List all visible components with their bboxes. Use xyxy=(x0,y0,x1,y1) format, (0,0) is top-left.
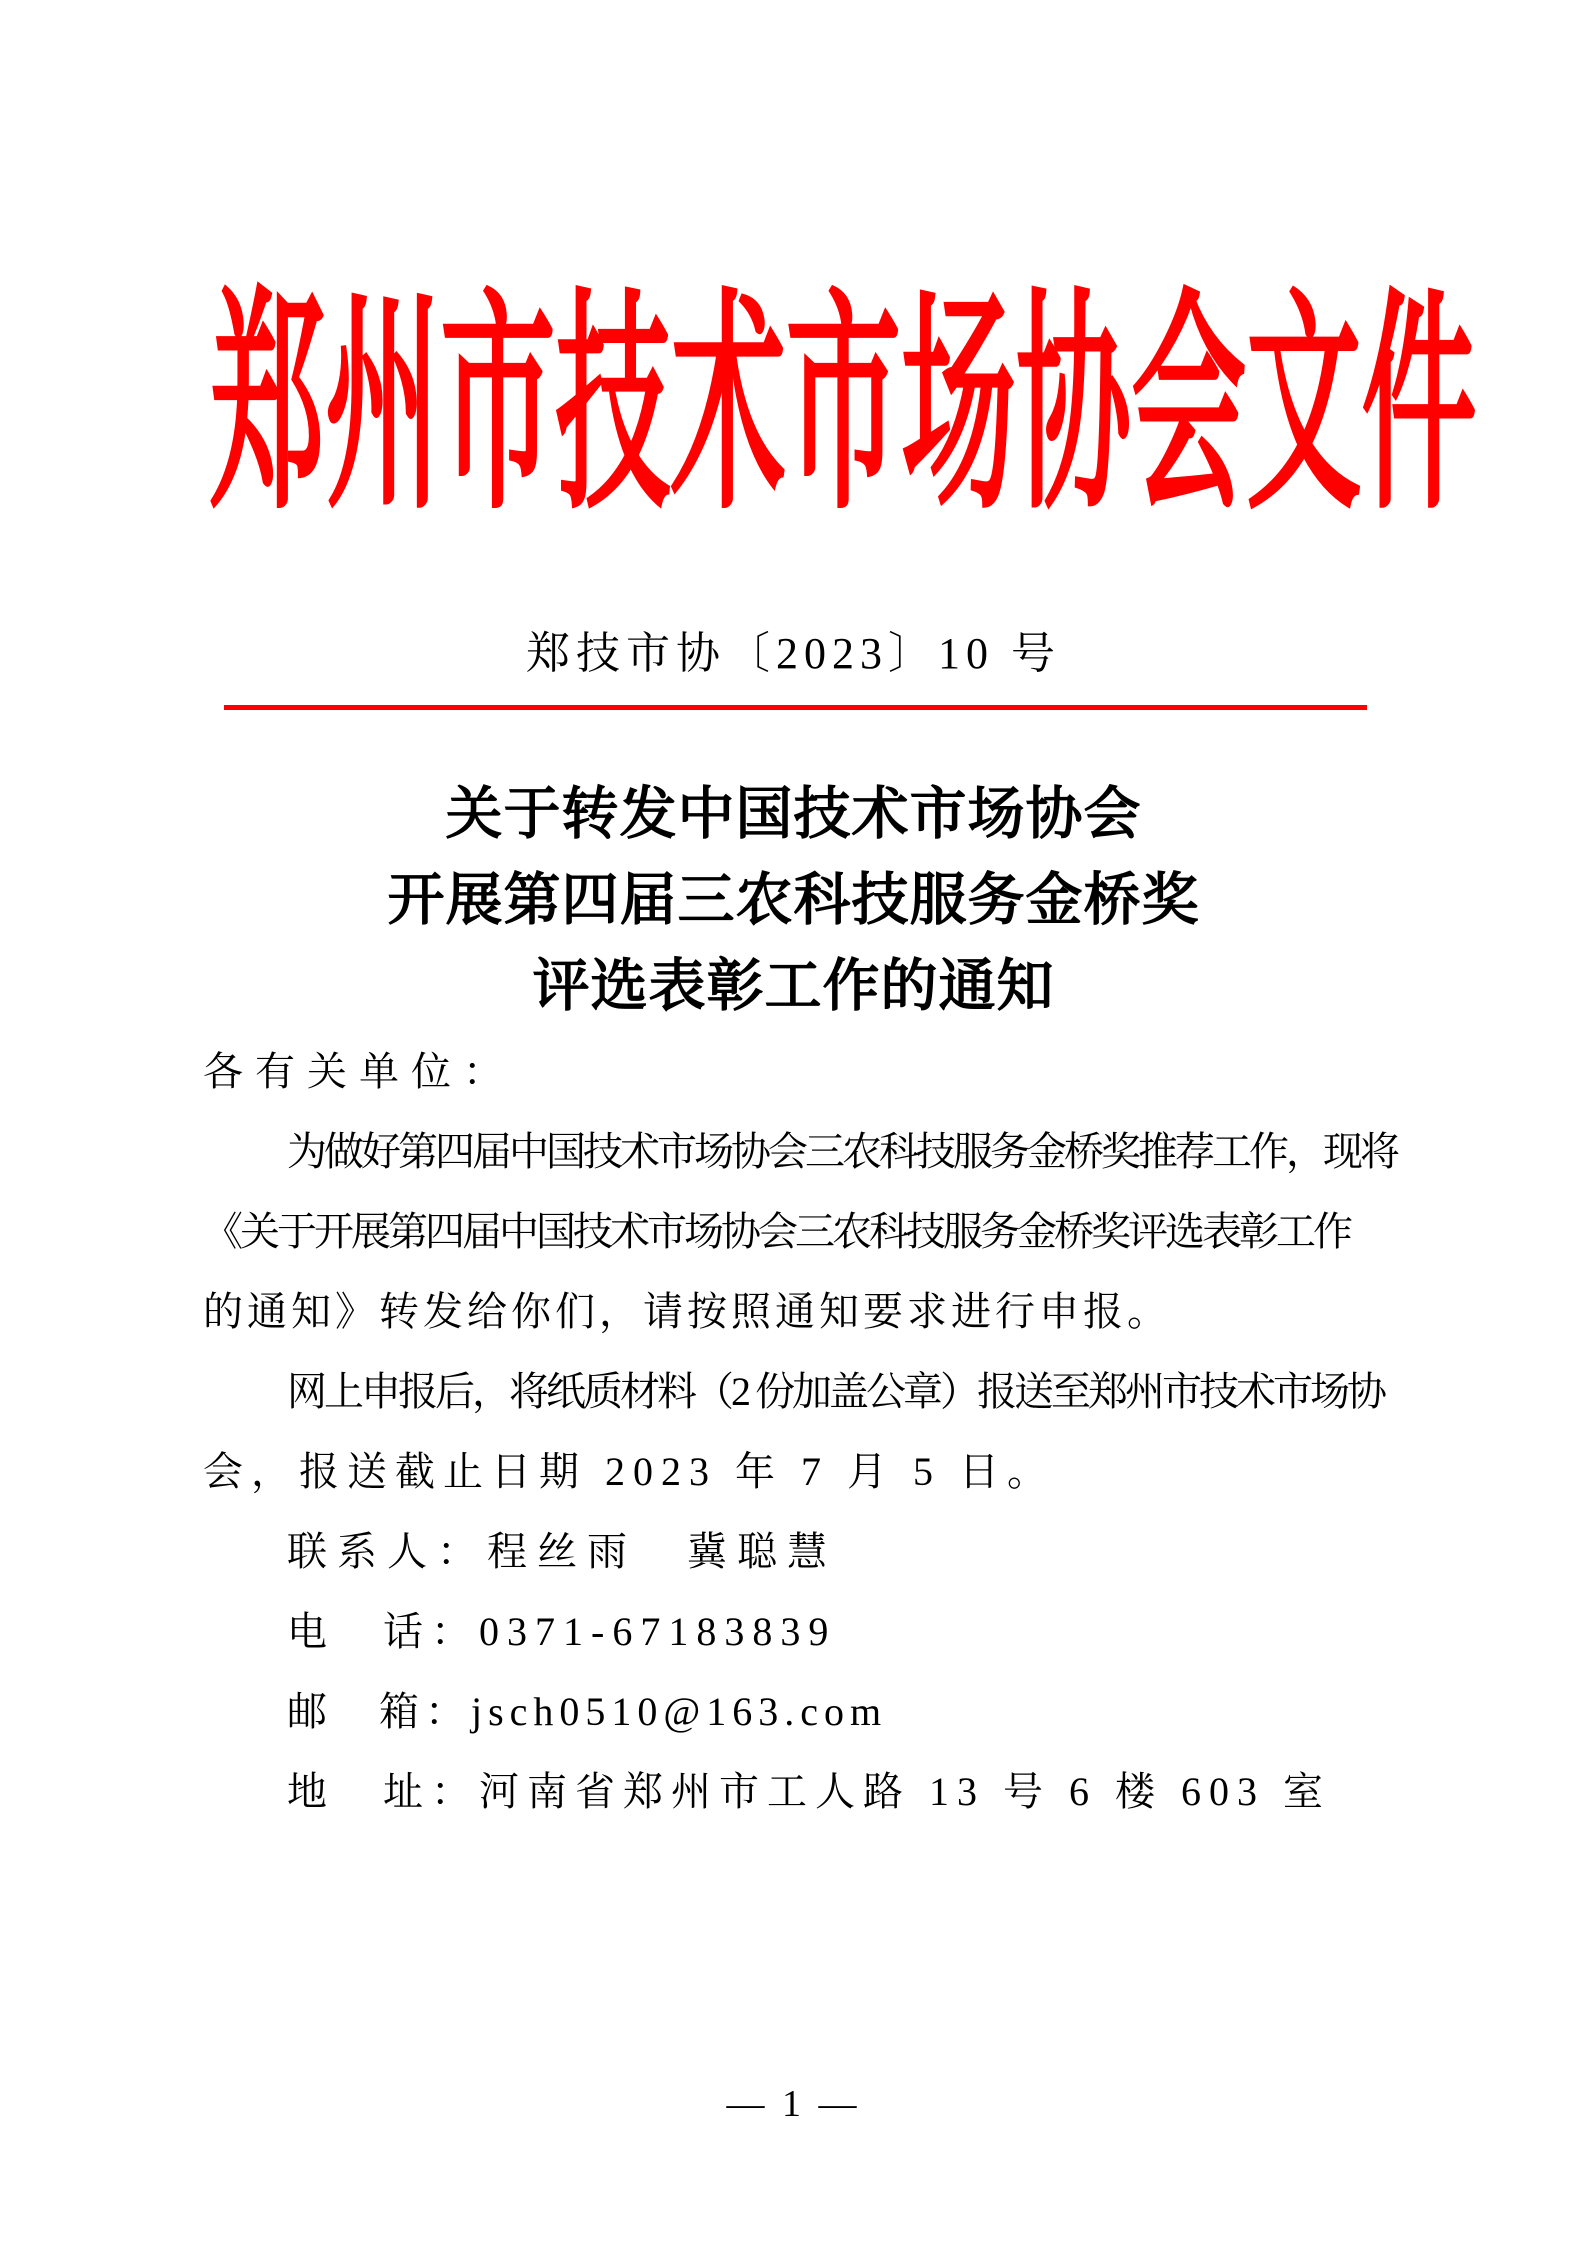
body-line: 为做好第四届中国技术市场协会三农科技服务金桥奖推荐工作，现将 xyxy=(287,1129,1397,1174)
body-line: 联系人：程丝雨 冀聪慧 xyxy=(287,1529,837,1574)
body-line: 《关于开展第四届中国技术市场协会三农科技服务金桥奖评选表彰工作 xyxy=(203,1209,1350,1254)
body-line: 的通知》转发给你们，请按照通知要求进行申报。 xyxy=(203,1289,1171,1334)
doc-title-line: 关于转发中国技术市场协会 xyxy=(445,783,1142,846)
doc-number: 郑技市协〔2023〕10 号 xyxy=(526,629,1061,678)
body-line: 各有关单位： xyxy=(203,1049,515,1094)
body-line: 地 址：河南省郑州市工人路 13 号 6 楼 603 室 xyxy=(287,1769,1331,1814)
doc-title xyxy=(0,772,1587,1030)
body-line: 邮 箱：jsch0510@163.com xyxy=(287,1689,888,1734)
red-divider-line xyxy=(224,705,1367,710)
page-number: — 1 — xyxy=(726,2083,861,2125)
body-line: 会，报送截止日期 2023 年 7 月 5 日。 xyxy=(203,1449,1055,1494)
doc-title-line: 开展第四届三农科技服务金桥奖 xyxy=(387,869,1200,932)
body-line: 网上申报后，将纸质材料（2 份加盖公章）报送至郑州市技术市场协 xyxy=(287,1369,1384,1414)
doc-title-line: 评选表彰工作的通知 xyxy=(532,955,1055,1018)
body-line: 电 话：0371-67183839 xyxy=(287,1609,837,1654)
letterhead-title: 郑州市技术市场协会文件 xyxy=(210,277,1477,537)
body xyxy=(0,1032,1587,1832)
